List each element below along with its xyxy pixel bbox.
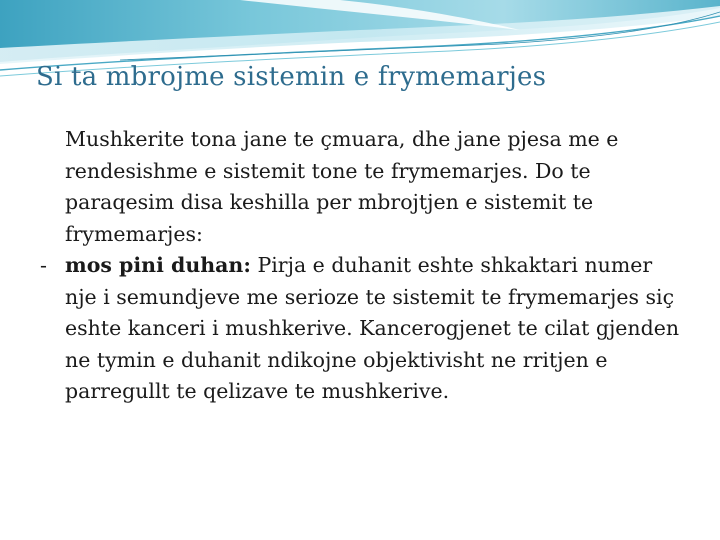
paragraph-intro bbox=[40, 124, 690, 250]
dash-marker: - bbox=[40, 253, 47, 277]
slide-body bbox=[40, 124, 690, 408]
slide-title: Si ta mbrojme sistemin e frymemarjes bbox=[36, 62, 547, 92]
list-item-lead: mos pini duhan: bbox=[65, 253, 251, 277]
list-item-text: Pirja e duhanit eshte shkaktari numer nje i semundjeve me serioze te sistemit te frymemarjes siç eshte kanceri i mushkerive. Kancerogjenet te cilat gjenden ne tymin e duhanit ndikojne objektivisht ne rritjen e parregullt te qelizave te mushkerive. bbox=[65, 253, 680, 403]
paragraph-intro-text: Mushkerite tona jane te çmuara, dhe jane pjesa me e rendesishme e sistemit tone te frymemarjes. Do te paraqesim disa keshilla per mbrojtjen e sistemit te frymemarjes: bbox=[65, 127, 619, 246]
wave-header-decoration bbox=[0, 0, 720, 110]
list-item-no-smoking bbox=[40, 250, 690, 408]
